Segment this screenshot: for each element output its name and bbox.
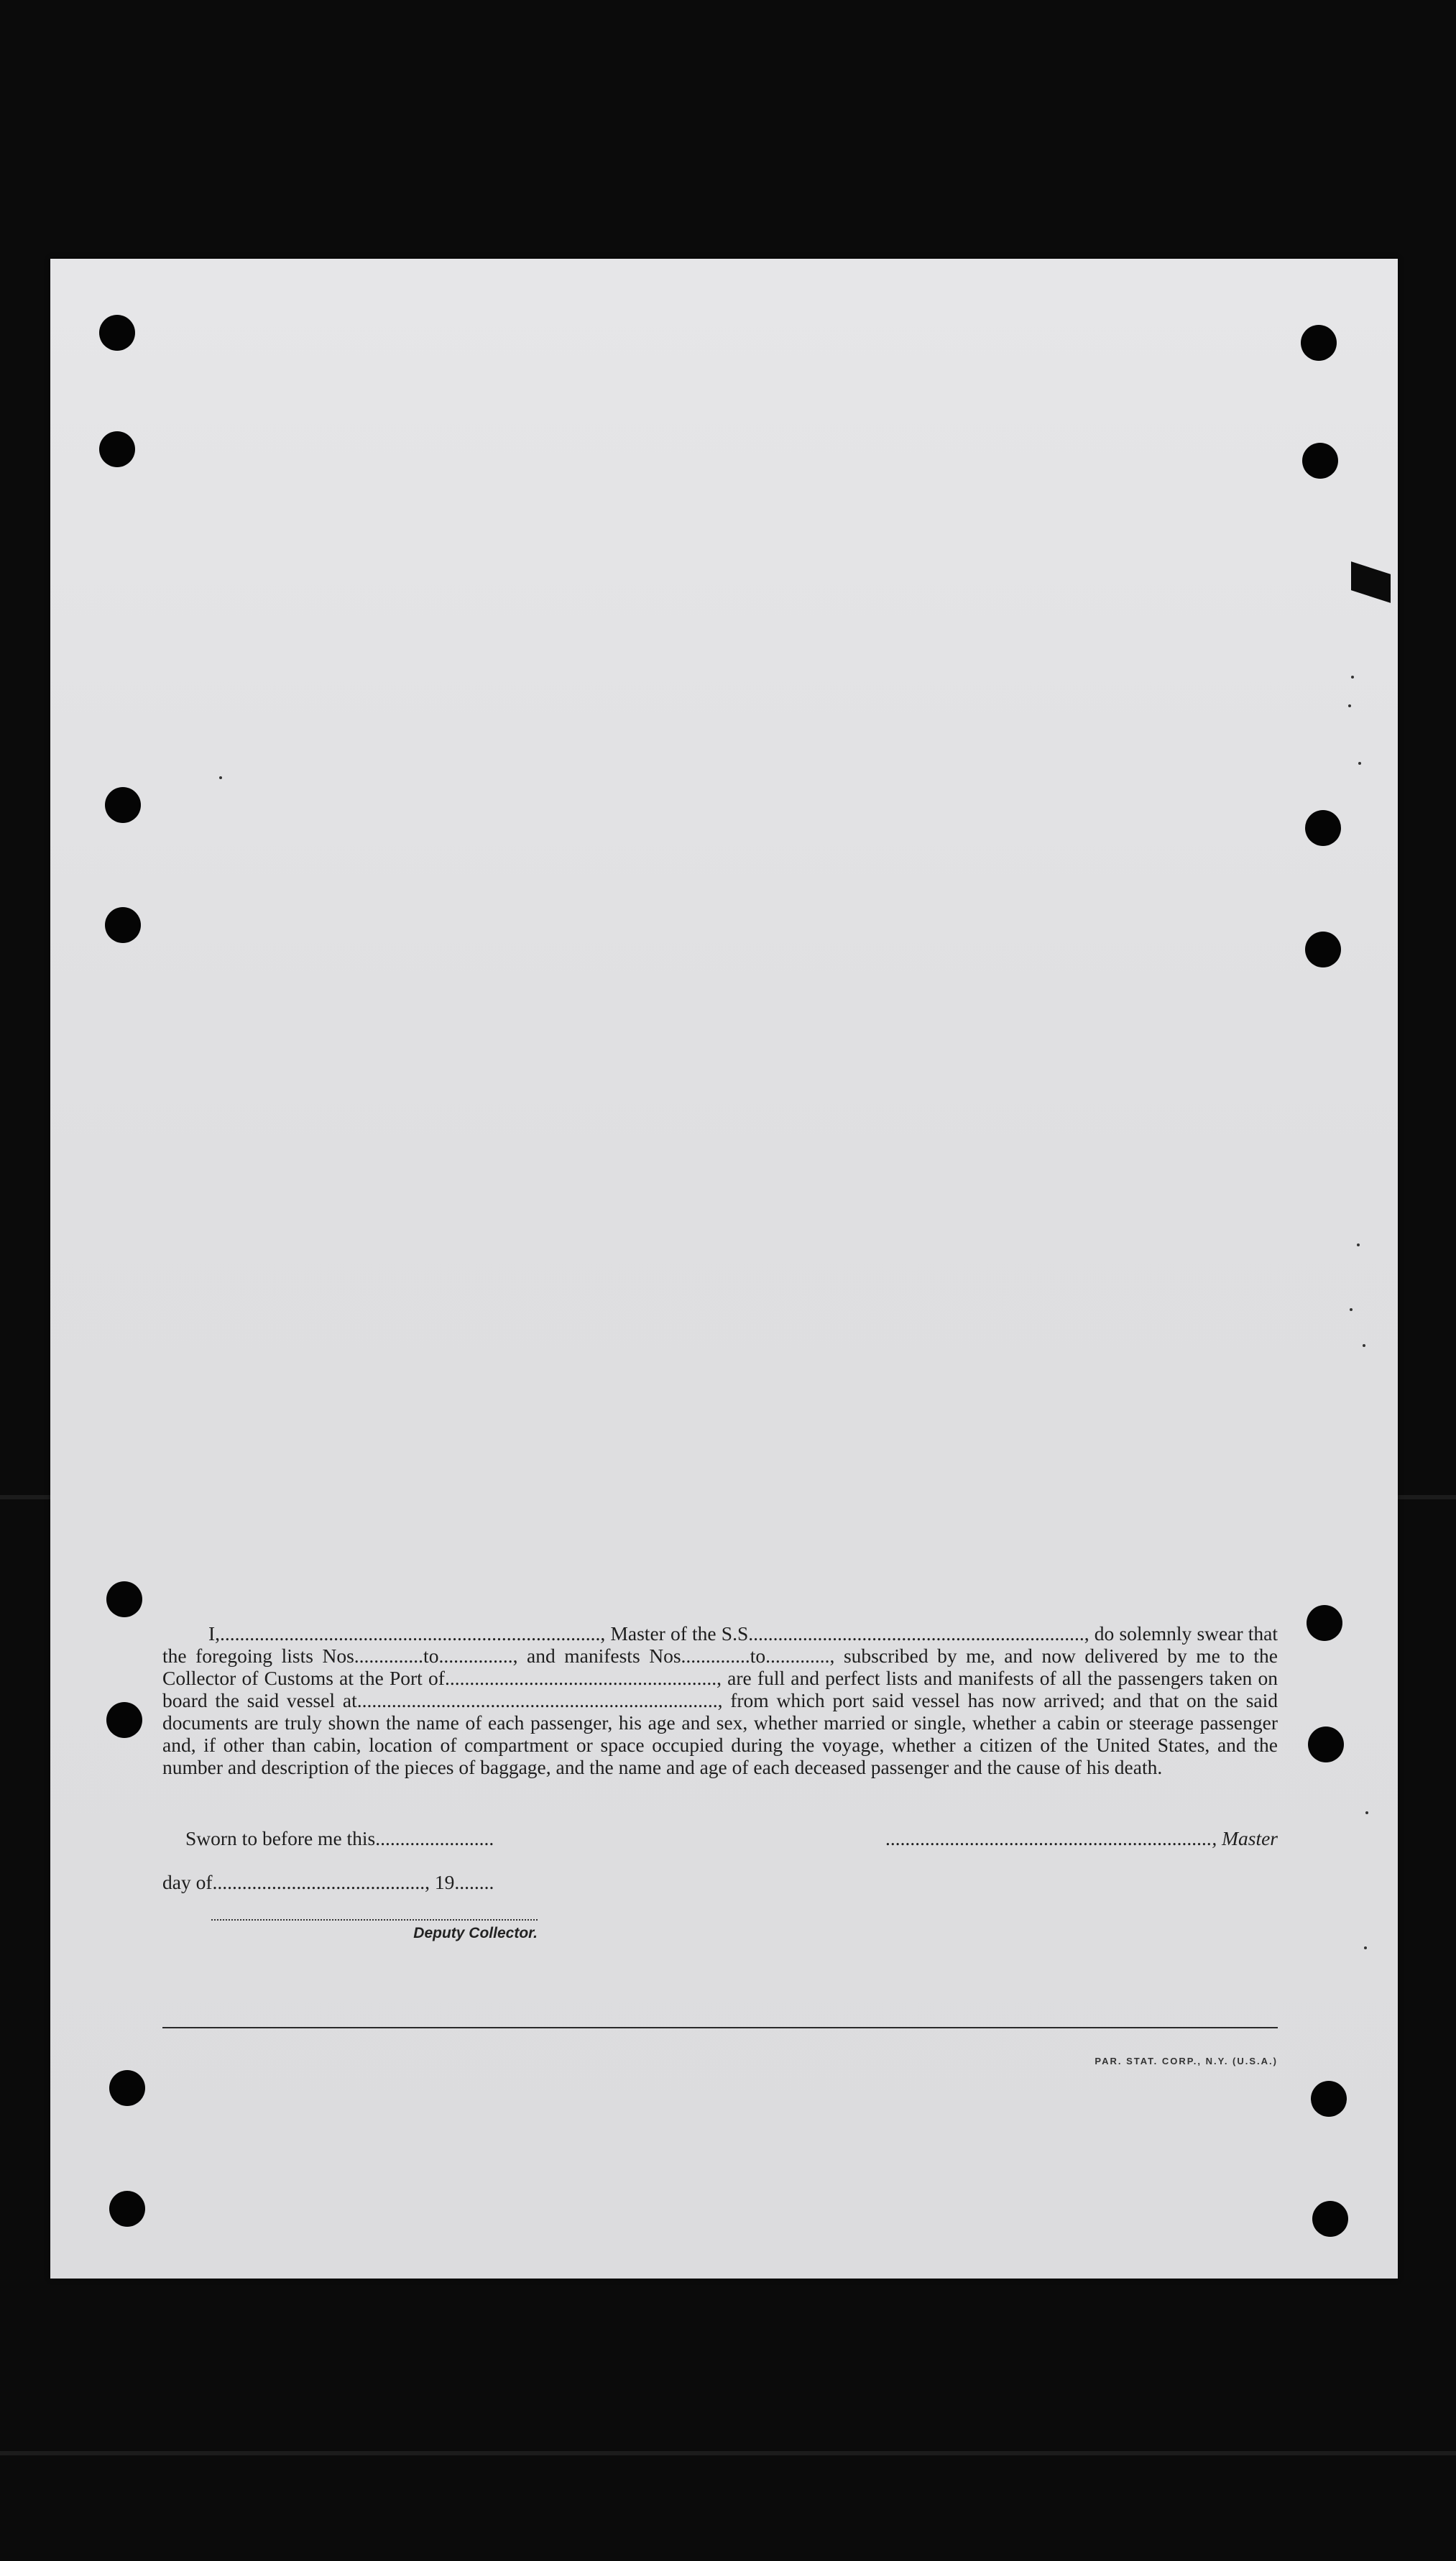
paper-speck [1350,1308,1353,1311]
punch-hole [1311,2081,1347,2117]
punch-hole [99,431,135,467]
punch-hole [109,2191,145,2227]
punch-hole [105,907,141,943]
punch-hole [109,2070,145,2106]
paper-speck [1364,1946,1367,1949]
printer-imprint: PAR. STAT. CORP., N.Y. (U.S.A.) [1095,2056,1278,2066]
punch-hole [99,315,135,351]
punch-hole [106,1702,142,1738]
master-signature-line: .................................................................., Master [885,1827,1278,1849]
punch-hole [1305,932,1341,967]
punch-hole [1307,1605,1342,1641]
paper-speck [1358,762,1361,765]
punch-hole [105,787,141,823]
punch-hole [1301,325,1337,361]
punch-hole [1302,443,1338,479]
manifest-sheet [50,259,1398,2279]
master-oath-paragraph: I,............................................................................., Master of the S.S...................................................................., do solemnly swear that the foregoing lists Nos..............to..............., and manifests Nos..............to............., subscribed by me, and now delivered by me to the Collector of Customs at the Port of......................................................., are full and perfect lists and manifests of all the passengers taken on board the said vessel at........................................................................., from which port said vessel has now arrived; and that on the said documents are truly shown the name of each passenger, his age and sex, whether married or single, whether a cabin or steerage passenger and, if other than cabin, location of compartment or space occupied during the voyage, whether a citizen of the United States, and the number and description of the pieces of baggage, and the name and age of each deceased passenger and the cause of his death. [162,1622,1278,1778]
paper-speck [1365,1811,1368,1814]
paper-speck [1357,1243,1360,1246]
paper-speck [1351,676,1354,679]
punch-hole [106,1581,142,1617]
bottom-rule [162,2027,1278,2028]
paper-speck [1363,1344,1365,1347]
punch-hole [1308,1727,1344,1762]
punch-hole [1305,810,1341,846]
sworn-before-line: Sworn to before me this........................ [185,1827,494,1849]
scanner-band-bottom [0,2451,1456,2455]
paper-speck [219,776,222,779]
day-of-line: day of..........................................., 19........ [162,1871,494,1893]
deputy-collector-signature: Deputy Collector. [211,1919,538,1942]
paper-speck [1348,704,1351,707]
punch-hole [1312,2201,1348,2237]
